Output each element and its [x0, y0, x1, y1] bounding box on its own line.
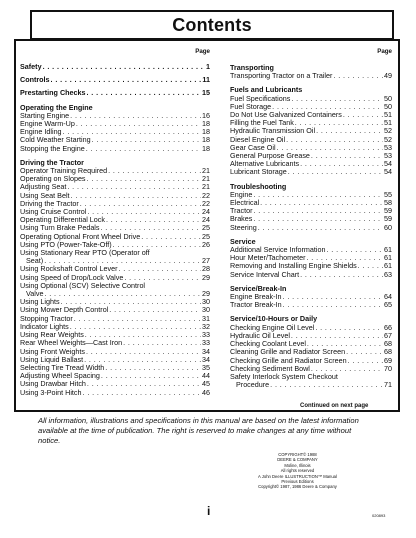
- dot-leader: [358, 262, 383, 270]
- entry-title: Using Cruise Control: [20, 207, 87, 217]
- entry-page: 65: [384, 300, 392, 310]
- copyright-block: [210, 452, 385, 490]
- entry-page: 30: [202, 305, 210, 315]
- dot-leader: [254, 207, 384, 215]
- page-title: Contents: [172, 15, 252, 35]
- entry-title: Using Lights: [20, 297, 60, 307]
- entry-title: Operating on Slopes: [20, 174, 86, 184]
- entry-page: 61: [384, 253, 392, 263]
- entry-page: 52: [384, 134, 392, 144]
- entry-title: Operating Differential Lock: [20, 215, 105, 225]
- entry-page: 50: [384, 93, 392, 103]
- entry-title: Using Rear Weights: [20, 330, 84, 340]
- toc-entry: [230, 224, 392, 232]
- toc-entry-line: Using Stationary Rear PTO (Operator off: [20, 248, 150, 258]
- toc-entry: [230, 301, 392, 309]
- section-heading: Driving the Tractor: [20, 157, 84, 167]
- dot-leader: [283, 301, 383, 309]
- entry-title: Electrical: [230, 198, 260, 208]
- copyright-line: Previous Editions: [281, 479, 314, 485]
- entry-page: 25: [202, 231, 210, 241]
- entry-title: Using Speed of Drop/Lock Valve: [20, 272, 124, 282]
- toc-entry: [230, 168, 392, 176]
- toc-major-entry: [20, 89, 210, 97]
- dot-leader: [258, 224, 383, 232]
- dot-leader: [101, 372, 201, 380]
- entry-page: 31: [202, 313, 210, 323]
- entry-page: 18: [202, 143, 210, 153]
- dot-leader: [286, 136, 383, 144]
- copyright-line: A John Deere ILLUSTRUCTION™ Manual: [258, 473, 337, 479]
- entry-title: Cold Weather Starting: [20, 135, 91, 145]
- dot-leader: [71, 192, 201, 200]
- page-header-right: Page: [377, 48, 392, 55]
- entry-page: 24: [202, 207, 210, 217]
- entry-title: Procedure: [236, 380, 270, 390]
- dot-leader: [270, 381, 383, 389]
- entry-title: Engine: [230, 189, 253, 199]
- toc-entry: [230, 72, 392, 80]
- entry-title: Adjusting Seat: [20, 182, 67, 192]
- entry-title: Engine Break-In: [230, 292, 282, 302]
- entry-page: 68: [384, 347, 392, 357]
- dot-leader: [43, 63, 205, 71]
- entry-page: 45: [202, 379, 210, 389]
- dot-leader: [92, 136, 201, 144]
- entry-title: Removing and Installing Engine Shields: [230, 261, 357, 271]
- entry-page: 53: [384, 151, 392, 161]
- section-heading: Troubleshooting: [230, 181, 287, 191]
- dot-leader: [348, 357, 383, 365]
- dot-leader: [326, 246, 383, 254]
- entry-title: Stopping Tractor: [20, 313, 73, 323]
- toc-entry-line: Safety Interlock System Checkout: [230, 371, 338, 381]
- dot-leader: [316, 127, 383, 135]
- page-header-left: Page: [195, 48, 210, 55]
- left-column: [20, 48, 210, 397]
- dot-leader: [283, 293, 383, 301]
- entry-page: 54: [384, 159, 392, 169]
- entry-title: Rear Wheel Weights—Cast Iron: [20, 338, 123, 348]
- toc-major-entry: [20, 76, 210, 84]
- entry-page: 54: [384, 167, 392, 177]
- dot-leader: [74, 315, 201, 323]
- dot-leader: [80, 200, 201, 208]
- entry-title: Using PTO (Power-Take-Off): [20, 239, 112, 249]
- entry-title: Adjusting Wheel Spacing: [20, 371, 100, 381]
- entry-page: 18: [202, 119, 210, 129]
- entry-title: Using Seat Belt: [20, 190, 70, 200]
- entry-page: 71: [384, 380, 392, 390]
- entry-title: Cleaning Grille and Radiator Screen: [230, 347, 346, 357]
- entry-title: Transporting Tractor on a Trailer: [230, 71, 333, 81]
- entry-page: 18: [202, 135, 210, 145]
- entry-title: Service Interval Chart: [230, 269, 300, 279]
- entry-page: 1: [206, 62, 210, 71]
- entry-title: Fuel Specifications: [230, 93, 291, 103]
- copyright-line: Moline, Illinois: [284, 462, 311, 468]
- dot-leader: [76, 120, 201, 128]
- dot-leader: [260, 199, 383, 207]
- section-heading: Fuels and Lubricants: [230, 85, 303, 95]
- toc-entry: [20, 145, 210, 153]
- entry-page: 33: [202, 330, 210, 340]
- entry-page: 67: [384, 330, 392, 340]
- entry-title: Using Liquid Ballast: [20, 354, 84, 364]
- page-number: i: [207, 504, 211, 518]
- entry-page: 53: [384, 142, 392, 152]
- entry-page: 68: [384, 339, 392, 349]
- dot-leader: [343, 111, 383, 119]
- entry-page: 33: [202, 338, 210, 348]
- entry-title: Driving the Tractor: [20, 198, 79, 208]
- entry-title: Using Mower Depth Control: [20, 305, 109, 315]
- entry-page: 58: [384, 198, 392, 208]
- entry-page: 52: [384, 126, 392, 136]
- continued-note: Continued on next page: [300, 403, 369, 409]
- entry-page: 11: [202, 75, 210, 85]
- entry-title: Operating Optional Front Wheel Drive: [20, 231, 141, 241]
- entry-page: 30: [202, 297, 210, 307]
- footnote: All information, illustrations and specifications in this manual are based on the latest information available at the time of publication. The right is reserved to make changes at any time without notice.: [38, 416, 359, 445]
- entry-page: 59: [384, 214, 392, 224]
- dot-leader: [253, 191, 383, 199]
- entry-title: Using Front Weights: [20, 346, 85, 356]
- entry-title: Hour Meter/Tachometer: [230, 253, 306, 263]
- dot-leader: [288, 168, 383, 176]
- entry-title: Hydraulic Transmission Oil: [230, 126, 316, 136]
- entry-page: 21: [202, 182, 210, 192]
- entry-page: 21: [202, 174, 210, 184]
- entry-page: 27: [202, 256, 210, 266]
- entry-title: Brakes: [230, 214, 253, 224]
- entry-page: 35: [202, 362, 210, 372]
- entry-title: Selecting Tire Tread Width: [20, 362, 105, 372]
- entry-title: Stopping the Engine: [20, 143, 85, 153]
- entry-title: Fuel Storage: [230, 101, 272, 111]
- entry-title: Tractor Break-In: [230, 300, 282, 310]
- dot-leader: [70, 323, 201, 331]
- entry-page: 61: [384, 261, 392, 271]
- toc-entry: [20, 389, 210, 397]
- dot-leader: [86, 145, 201, 153]
- toc-entry: [230, 381, 392, 389]
- entry-title: Hydraulic Oil Level: [230, 330, 290, 340]
- toc-entry-line: Using Optional (SCV) Selective Control: [20, 280, 146, 290]
- section-heading: Transporting: [230, 63, 274, 72]
- entry-page: 63: [384, 269, 392, 279]
- copyright-line: DEERE & COMPANY: [277, 457, 318, 463]
- entry-page: 70: [384, 363, 392, 373]
- entry-title: Additional Service Information: [230, 245, 326, 255]
- copyright-line: All rights reserved: [280, 468, 315, 474]
- dot-leader: [67, 183, 201, 191]
- entry-title: Indicator Lights: [20, 321, 69, 331]
- dot-leader: [123, 339, 201, 347]
- entry-page: 69: [384, 355, 392, 365]
- entry-page: 32: [202, 321, 210, 331]
- toc-entry: [230, 199, 392, 207]
- section-heading: Service/10-Hours or Daily: [230, 314, 318, 324]
- entry-title: Safety: [20, 62, 42, 71]
- section-heading: Operating the Engine: [20, 102, 93, 112]
- section-heading: Service/Break-In: [230, 283, 287, 293]
- right-column: [230, 48, 392, 389]
- entry-page: 64: [384, 292, 392, 302]
- entry-page: 16: [202, 110, 210, 120]
- entry-page: 22: [202, 190, 210, 200]
- entry-title: Controls: [20, 75, 50, 85]
- dot-leader: [109, 306, 201, 314]
- dot-leader: [300, 160, 383, 168]
- entry-title: Filling the Fuel Tank: [230, 118, 294, 128]
- entry-page: 55: [384, 189, 392, 199]
- entry-page: 66: [384, 322, 392, 332]
- entry-title: Engine Idling: [20, 127, 62, 137]
- entry-page: 49: [384, 71, 392, 81]
- dot-leader: [346, 348, 383, 356]
- toc-entry: [230, 207, 392, 215]
- entry-page: 25: [202, 223, 210, 233]
- dot-leader: [44, 290, 201, 298]
- entry-page: 28: [202, 264, 210, 274]
- dot-leader: [106, 216, 201, 224]
- entry-title: Using Drawbar Hitch: [20, 379, 86, 389]
- dot-leader: [108, 167, 201, 175]
- copyright-line: COPYRIGHT© 1988: [278, 452, 317, 457]
- dot-leader: [311, 152, 383, 160]
- entry-title: Gear Case Oil: [230, 142, 276, 152]
- entry-title: Steering: [230, 222, 257, 232]
- entry-title: Checking Coolant Level: [230, 339, 306, 349]
- entry-page: 50: [384, 101, 392, 111]
- dot-leader: [105, 364, 201, 372]
- dot-leader: [87, 380, 201, 388]
- title-box: [30, 10, 394, 40]
- entry-title: Lubricant Storage: [230, 167, 287, 177]
- entry-title: Checking Engine Oil Level: [230, 322, 315, 332]
- entry-title: Valve: [26, 289, 44, 299]
- dot-leader: [86, 348, 201, 356]
- dot-leader: [300, 271, 383, 279]
- entry-page: 29: [202, 272, 210, 282]
- dot-leader: [333, 72, 383, 80]
- entry-page: 26: [202, 239, 210, 249]
- entry-page: 51: [384, 118, 392, 128]
- entry-page: 21: [202, 166, 210, 176]
- dot-leader: [87, 89, 201, 97]
- entry-page: 46: [202, 387, 210, 397]
- entry-page: 61: [384, 245, 392, 255]
- entry-title: Alternative Lubricants: [230, 159, 300, 169]
- section-heading: Service: [230, 236, 256, 246]
- entry-title: Seat): [26, 256, 44, 266]
- entry-page: 34: [202, 346, 210, 356]
- dot-leader: [70, 112, 201, 120]
- entry-title: Using Turn Brake Pedals: [20, 223, 100, 233]
- entry-page: 34: [202, 354, 210, 364]
- dot-leader: [291, 95, 383, 103]
- entry-page: 24: [202, 215, 210, 225]
- entry-title: Diesel Engine Oil: [230, 134, 286, 144]
- entry-title: General Purpose Grease: [230, 151, 310, 161]
- toc-major-entry: [20, 63, 210, 71]
- dot-leader: [83, 389, 201, 397]
- entry-title: Prestarting Checks: [20, 88, 86, 98]
- entry-page: 60: [384, 222, 392, 232]
- entry-title: Using Rockshaft Control Lever: [20, 264, 118, 274]
- entry-page: 59: [384, 206, 392, 216]
- entry-title: Checking Grille and Radiator Screen: [230, 355, 347, 365]
- entry-page: 18: [202, 127, 210, 137]
- entry-title: Checking Sediment Bowl: [230, 363, 310, 373]
- dot-leader: [253, 215, 383, 223]
- dot-leader: [118, 265, 201, 273]
- entry-title: Do Not Use Galvanized Containers: [230, 110, 342, 120]
- document-code: 020893: [372, 513, 386, 518]
- entry-page: 15: [202, 88, 210, 98]
- entry-page: 44: [202, 371, 210, 381]
- entry-title: Using 3-Point Hitch: [20, 387, 82, 397]
- dot-leader: [141, 233, 201, 241]
- entry-page: 29: [202, 289, 210, 299]
- entry-title: Starting Engine: [20, 110, 70, 120]
- dot-leader: [51, 76, 202, 84]
- entry-page: 51: [384, 110, 392, 120]
- dot-leader: [87, 175, 201, 183]
- entry-title: Tractor: [230, 206, 253, 216]
- entry-page: 22: [202, 198, 210, 208]
- entry-title: Engine Warm-Up: [20, 119, 75, 129]
- toc-entry: [230, 271, 392, 279]
- copyright-line: Copyright© 1987, 1986 Deere & Company: [258, 484, 337, 490]
- dot-leader: [315, 324, 383, 332]
- entry-title: Operator Training Required: [20, 166, 108, 176]
